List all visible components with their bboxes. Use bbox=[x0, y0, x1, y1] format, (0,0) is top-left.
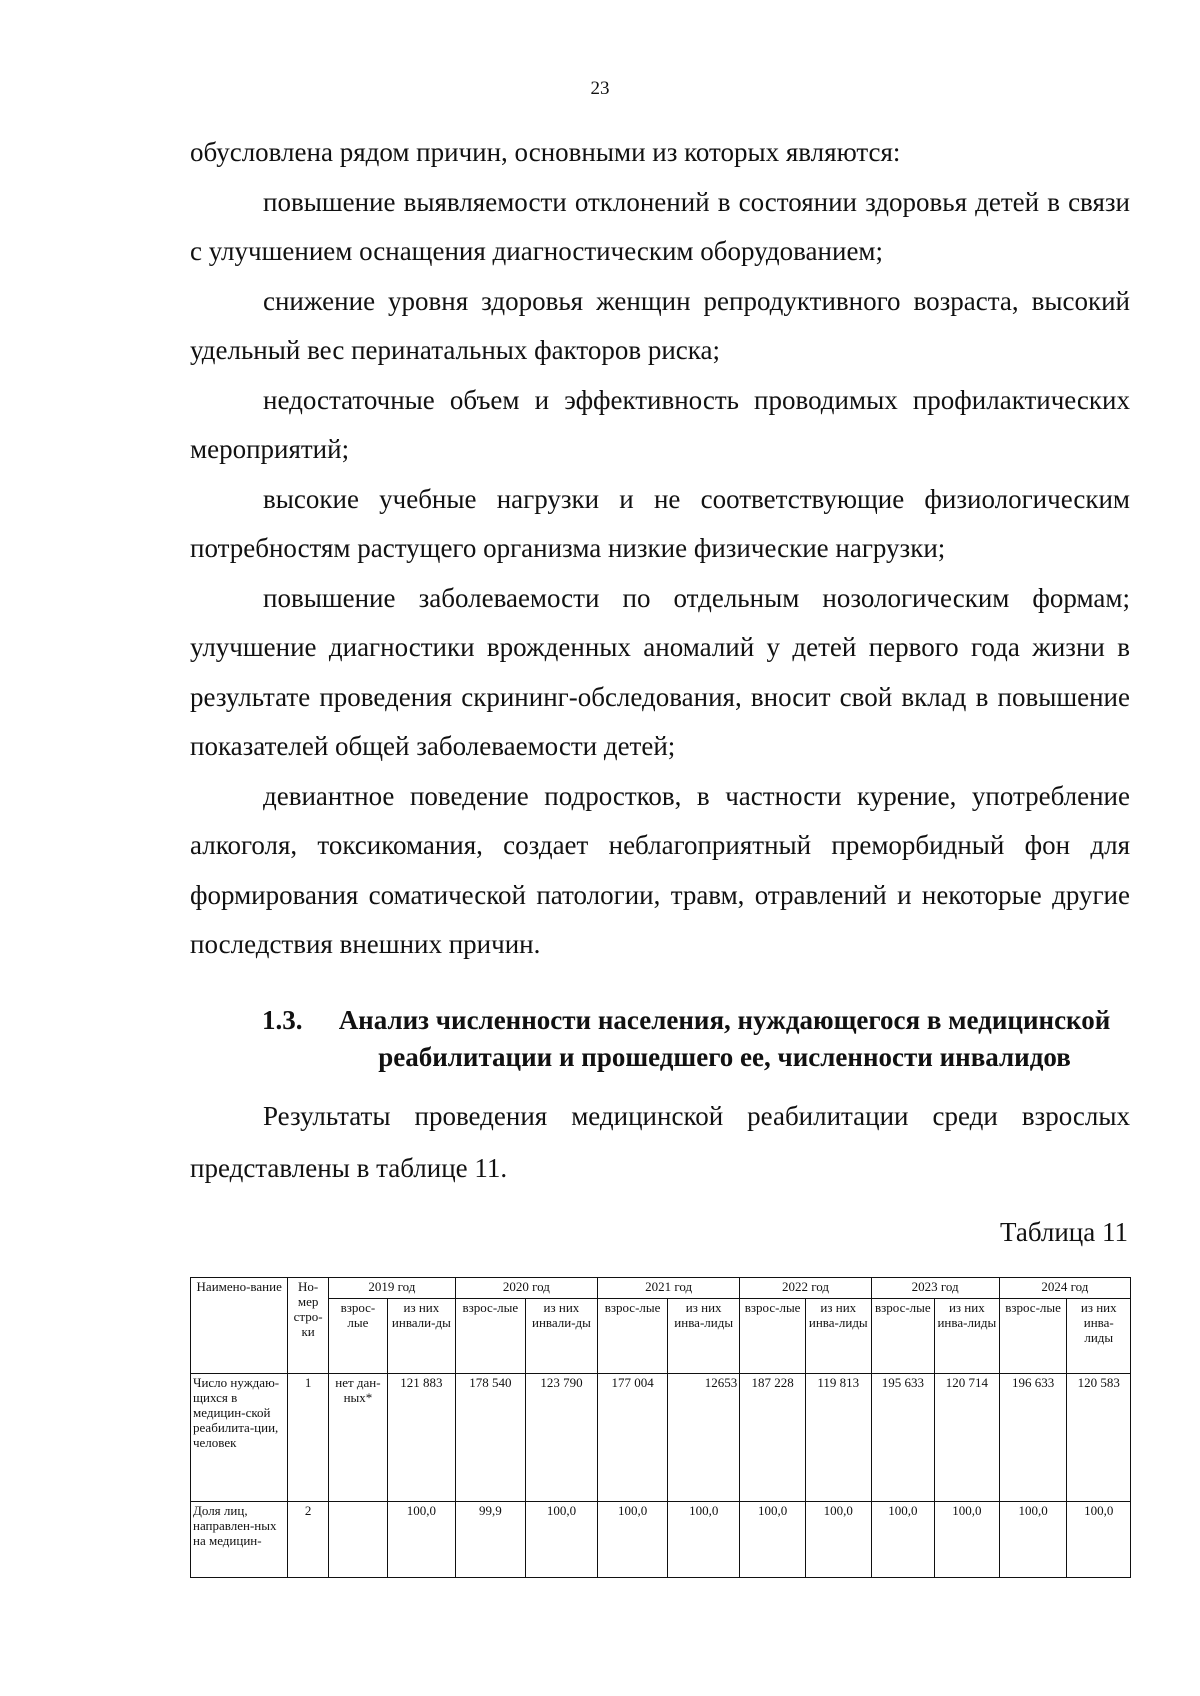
cell-value: 99,9 bbox=[455, 1502, 525, 1578]
header-adults: взрос-лые bbox=[871, 1299, 934, 1374]
header-disabled: из них инвали-ды bbox=[387, 1299, 455, 1374]
header-adults: взрос-лые bbox=[328, 1299, 387, 1374]
cell-value: 195 633 bbox=[871, 1374, 934, 1502]
cell-value: 178 540 bbox=[455, 1374, 525, 1502]
table-caption: Таблица 11 bbox=[1000, 1217, 1128, 1247]
cell-value: 100,0 bbox=[525, 1502, 597, 1578]
cell-value: 100,0 bbox=[999, 1502, 1067, 1578]
cell-value: нет дан-ных* bbox=[328, 1374, 387, 1502]
table-row bbox=[191, 1502, 1131, 1578]
header-adults: взрос-лые bbox=[455, 1299, 525, 1374]
header-year: 2020 год bbox=[455, 1278, 597, 1299]
cell-value: 119 813 bbox=[805, 1374, 871, 1502]
cell-value: 120 583 bbox=[1067, 1374, 1131, 1502]
header-year: 2023 год bbox=[871, 1278, 999, 1299]
paragraph: повышение выявляемости отклонений в состоянии здоровья детей в связи с улучшением оснащения диагностическим оборудованием; bbox=[190, 186, 1130, 266]
row-number: 1 bbox=[288, 1374, 328, 1502]
body-text bbox=[190, 128, 1130, 970]
row-name: Доля лиц, направлен-ных на медицин- bbox=[191, 1502, 288, 1578]
paragraph: недостаточные объем и эффективность проводимых профилактических мероприятий; bbox=[190, 384, 1130, 464]
header-year: 2022 год bbox=[740, 1278, 871, 1299]
header-disabled: из них инва-лиды bbox=[935, 1299, 1000, 1374]
paragraph: высокие учебные нагрузки и не соответствующие физиологическим потребностям растущего организма низкие физические нагрузки; bbox=[190, 483, 1130, 563]
section-title: Анализ численности населения, нуждающегося в медицинской реабилитации и прошедшего ее, численности инвалидов bbox=[338, 1005, 1111, 1072]
paragraph: повышение заболеваемости по отдельным нозологическим формам; улучшение диагностики врожденных аномалий у детей первого года жизни в результате проведения скрининг-обследования, вносит свой вклад в повышение показателей общей заболеваемости детей; bbox=[190, 582, 1130, 761]
header-adults: взрос-лые bbox=[740, 1299, 806, 1374]
section-heading bbox=[190, 1002, 1130, 1076]
header-disabled: из них инва-лиды bbox=[668, 1299, 740, 1374]
paragraph: обусловлена рядом причин, основными из которых являются: bbox=[190, 137, 901, 167]
row-name: Число нуждаю-щихся в медицин-ской реабилита-ции, человек bbox=[191, 1374, 288, 1502]
paragraph: Результаты проведения медицинской реабилитации среди взрослых представлены в таблице 11. bbox=[190, 1101, 1130, 1183]
cell-value: 100,0 bbox=[935, 1502, 1000, 1578]
row-number: 2 bbox=[288, 1502, 328, 1578]
paragraph: снижение уровня здоровья женщин репродуктивного возраста, высокий удельный вес перинатальных факторов риска; bbox=[190, 285, 1130, 365]
header-year: 2021 год bbox=[598, 1278, 740, 1299]
table-year-header-row bbox=[191, 1278, 1131, 1299]
header-row-number: Но-мер стро-ки bbox=[288, 1278, 328, 1374]
paragraph: девиантное поведение подростков, в частности курение, употребление алкоголя, токсикомания, создает неблагоприятный преморбидный фон для формирования соматической патологии, травм, отравлений и некоторые другие последствия внешних причин. bbox=[190, 780, 1130, 959]
cell-value: 100,0 bbox=[668, 1502, 740, 1578]
cell-value: 196 633 bbox=[999, 1374, 1067, 1502]
header-disabled: из них инвали-ды bbox=[525, 1299, 597, 1374]
cell-value: 100,0 bbox=[740, 1502, 806, 1578]
cell-value: 100,0 bbox=[387, 1502, 455, 1578]
cell-value: 187 228 bbox=[740, 1374, 806, 1502]
table-subheader-row bbox=[191, 1299, 1131, 1374]
table-intro bbox=[190, 1090, 1130, 1194]
cell-value bbox=[328, 1502, 387, 1578]
cell-value: 120 714 bbox=[935, 1374, 1000, 1502]
header-year: 2019 год bbox=[328, 1278, 455, 1299]
cell-value: 100,0 bbox=[805, 1502, 871, 1578]
cell-value: 12653 bbox=[668, 1374, 740, 1502]
header-disabled: из них инва-лиды bbox=[1067, 1299, 1131, 1374]
header-disabled: из них инва-лиды bbox=[805, 1299, 871, 1374]
header-adults: взрос-лые bbox=[598, 1299, 668, 1374]
rehabilitation-table bbox=[190, 1277, 1131, 1578]
header-year: 2024 год bbox=[999, 1278, 1130, 1299]
cell-value: 123 790 bbox=[525, 1374, 597, 1502]
section-number: 1.3. bbox=[262, 1005, 303, 1035]
cell-value: 100,0 bbox=[871, 1502, 934, 1578]
cell-value: 177 004 bbox=[598, 1374, 668, 1502]
cell-value: 121 883 bbox=[387, 1374, 455, 1502]
table-row bbox=[191, 1374, 1131, 1502]
cell-value: 100,0 bbox=[1067, 1502, 1131, 1578]
header-adults: взрос-лые bbox=[999, 1299, 1067, 1374]
page-number: 23 bbox=[590, 78, 610, 99]
cell-value: 100,0 bbox=[598, 1502, 668, 1578]
header-name: Наимено-вание bbox=[191, 1278, 288, 1374]
